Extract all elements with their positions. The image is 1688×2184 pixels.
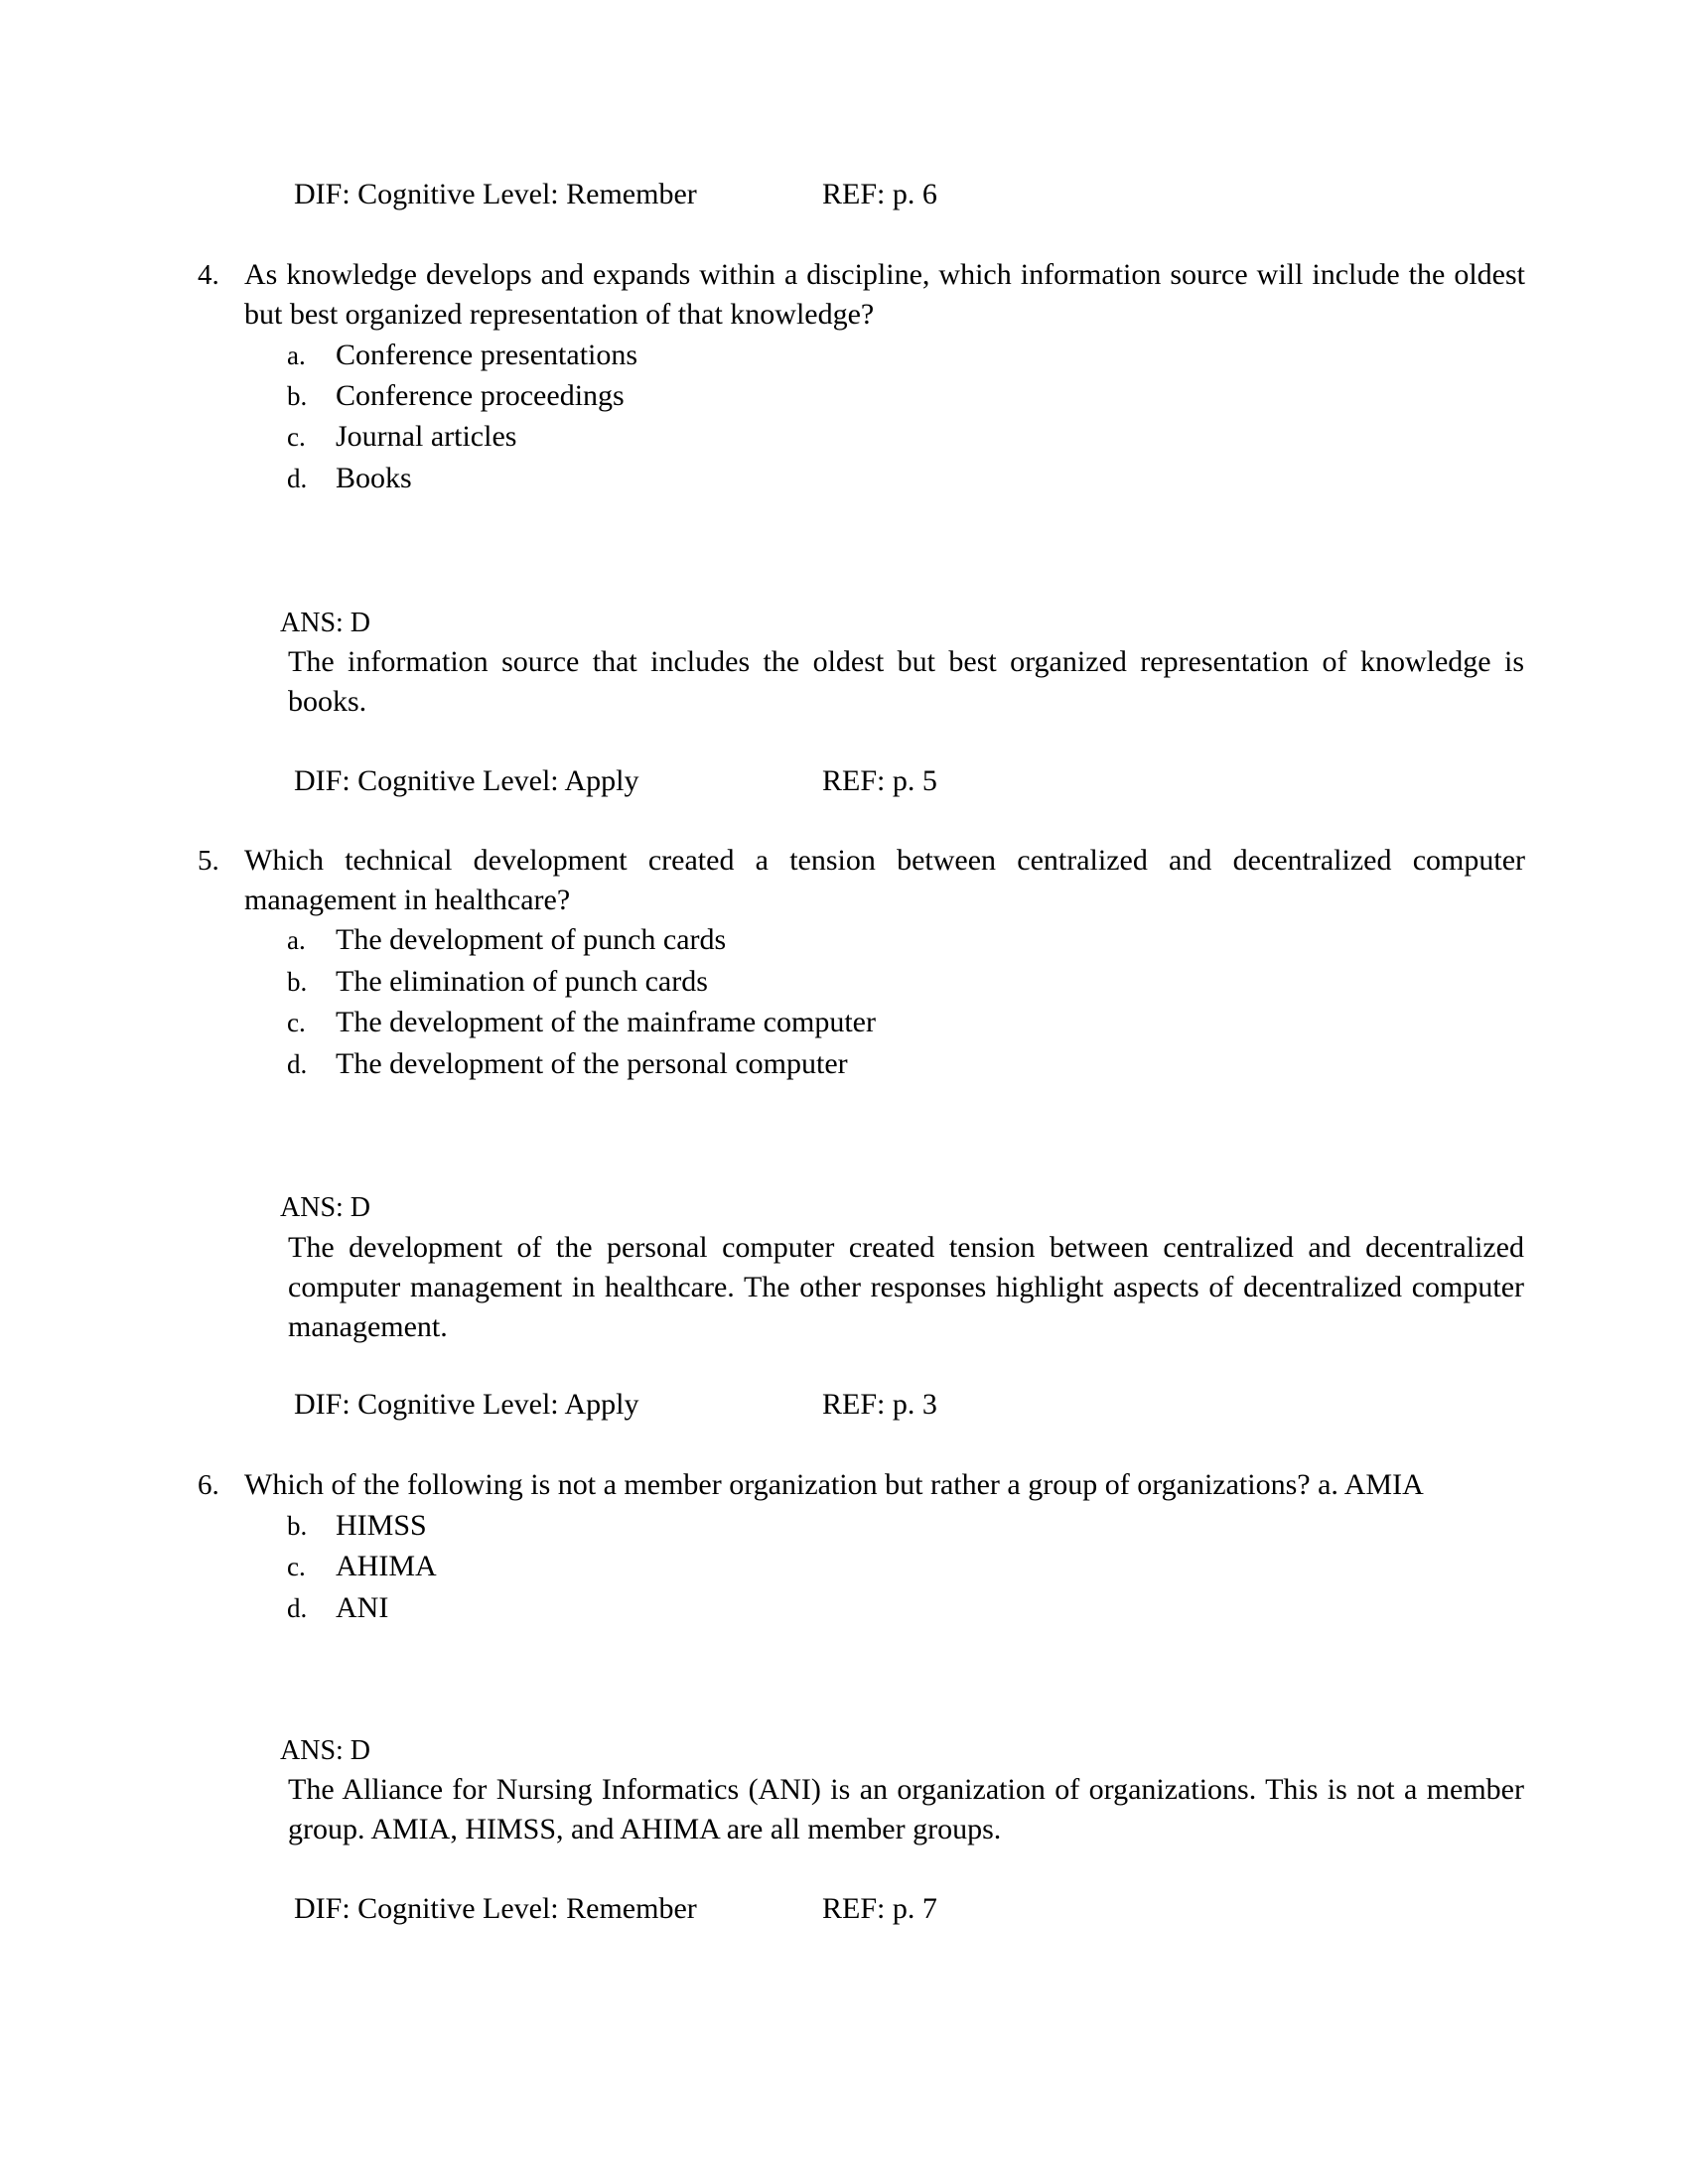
- option-letter: d.: [287, 1049, 308, 1079]
- answer-explanation: The development of the personal computer created tension between centralized and decentralized computer management in healthcare. The other responses highlight aspects of decentralized computer management.: [288, 1231, 1524, 1343]
- page-reference: REF: p. 5: [822, 764, 937, 797]
- question-text: Which technical development created a tension between centralized and decentralized computer management in healthcare?: [244, 844, 1525, 916]
- option-letter: c.: [287, 422, 306, 452]
- answer-key: ANS: D: [280, 608, 371, 638]
- option-text: The development of the personal computer: [336, 1047, 848, 1080]
- option-text: Books: [336, 462, 412, 494]
- option-text: ANI: [336, 1591, 389, 1624]
- option-letter: b.: [287, 967, 308, 997]
- option-text: The development of the mainframe computer: [336, 1006, 876, 1038]
- difficulty: DIF: Cognitive Level: Remember: [294, 1892, 697, 1925]
- option-text: Conference presentations: [336, 339, 638, 371]
- question-number: 5.: [198, 845, 219, 877]
- question-number: 6.: [198, 1469, 219, 1501]
- page-reference: REF: p. 3: [822, 1388, 937, 1421]
- answer-key: ANS: D: [280, 1735, 371, 1766]
- option-text: Journal articles: [336, 420, 517, 453]
- option-text: Conference proceedings: [336, 379, 625, 412]
- option-letter: a.: [287, 341, 306, 370]
- option-letter: b.: [287, 381, 308, 411]
- q3-ref: REF: p. 6: [822, 178, 937, 210]
- question-text: As knowledge develops and expands within a discipline, which information source will include the oldest but best organized representation of that knowledge?: [244, 258, 1525, 331]
- option-letter: c.: [287, 1008, 306, 1037]
- question-text: Which of the following is not a member organization but rather a group of organizations? a. AMIA: [244, 1468, 1424, 1501]
- option-letter: d.: [287, 464, 308, 493]
- difficulty: DIF: Cognitive Level: Apply: [294, 1388, 639, 1421]
- option-text: The elimination of punch cards: [336, 965, 708, 998]
- answer-explanation: The Alliance for Nursing Informatics (ANI) is an organization of organizations. This is not a member group. AMIA, HIMSS, and AHIMA are all member groups.: [288, 1773, 1524, 1845]
- option-letter: b.: [287, 1511, 308, 1541]
- page-reference: REF: p. 7: [822, 1892, 937, 1925]
- question-number: 4.: [198, 259, 219, 291]
- option-letter: a.: [287, 925, 306, 955]
- option-letter: d.: [287, 1593, 308, 1623]
- option-letter: c.: [287, 1552, 306, 1581]
- option-text: The development of punch cards: [336, 923, 727, 956]
- difficulty: DIF: Cognitive Level: Apply: [294, 764, 639, 797]
- answer-key: ANS: D: [280, 1192, 371, 1223]
- option-text: HIMSS: [336, 1509, 427, 1542]
- option-text: AHIMA: [336, 1550, 437, 1582]
- answer-explanation: The information source that includes the oldest but best organized representation of knowledge is books.: [288, 645, 1524, 718]
- q3-dif: DIF: Cognitive Level: Remember: [294, 178, 697, 210]
